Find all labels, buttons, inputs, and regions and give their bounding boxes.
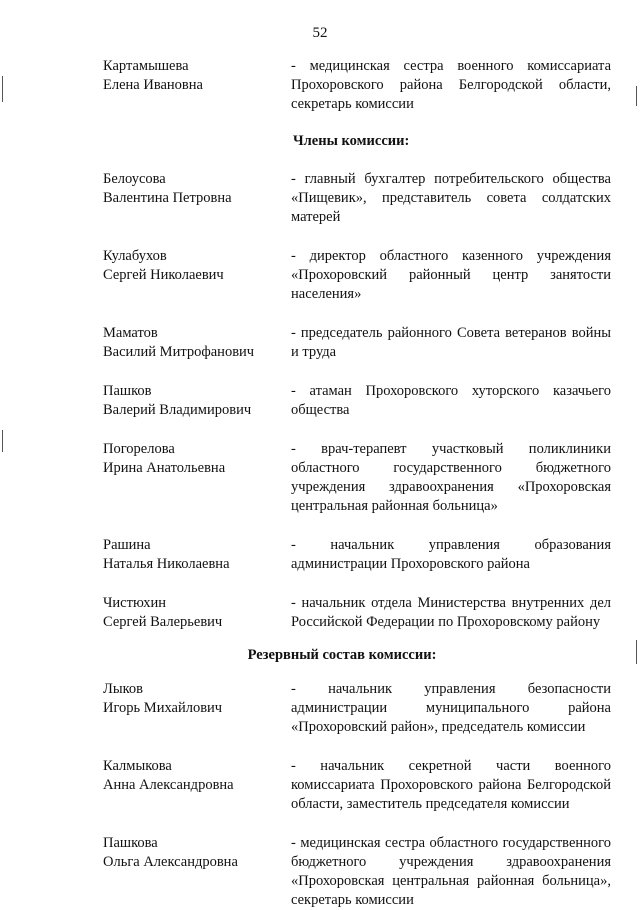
scan-edge-mark — [2, 430, 3, 452]
surname: Белоусова — [103, 171, 166, 187]
person-role: - начальник управления образования администрации Прохоровского района — [291, 537, 611, 572]
surname: Маматов — [103, 325, 158, 341]
surname: Пашкова — [103, 835, 158, 851]
member-entry — [103, 324, 611, 362]
person-role: - директор областного казенного учреждения «Прохоровский районный центр занятости населения» — [291, 248, 611, 302]
given-names: Елена Ивановна — [103, 77, 203, 93]
surname: Пашков — [103, 383, 152, 399]
person-role: - начальник секретной части военного комиссариата Прохоровского района Белгородской области, заместитель председателя комиссии — [291, 758, 611, 812]
reserve-entry — [103, 680, 611, 737]
person-role: - начальник управления безопасности администрации муниципального района «Прохоровский район», председатель комиссии — [291, 681, 611, 735]
member-entry — [103, 440, 611, 516]
given-names: Сергей Николаевич — [103, 267, 224, 283]
surname: Кулабухов — [103, 248, 167, 264]
member-entry — [103, 382, 611, 420]
surname: Калмыкова — [103, 758, 172, 774]
person-name — [103, 594, 291, 632]
scan-edge-mark — [2, 76, 3, 102]
person-name — [103, 834, 291, 910]
person-name — [103, 440, 291, 516]
scan-edge-mark — [636, 86, 637, 106]
given-names: Игорь Михайлович — [103, 700, 223, 716]
person-role: - медицинская сестра областного государственного бюджетного учреждения здравоохранения «Прохоровская центральная районная больница», секретарь комиссии — [291, 835, 611, 908]
person-role: - врач-терапевт участковый поликлиники областного государственного бюджетного учреждения здравоохранения «Прохоровская центральная районная больница» — [291, 441, 611, 514]
members-heading: Члены комиссии: — [293, 133, 410, 149]
given-names: Анна Александровна — [103, 777, 234, 793]
member-entry — [103, 247, 611, 304]
page-number: 52 — [312, 25, 328, 41]
surname: Лыков — [103, 681, 143, 697]
secretary-entry — [103, 57, 611, 114]
reserve-entry — [103, 757, 611, 814]
person-name — [103, 536, 291, 574]
person-name — [103, 324, 291, 362]
person-role: - начальник отдела Министерства внутренних дел Российской Федерации по Прохоровскому району — [291, 595, 611, 630]
person-name — [103, 757, 291, 814]
given-names: Сергей Валерьевич — [103, 614, 223, 630]
given-names: Валентина Петровна — [103, 190, 232, 206]
member-entry — [103, 170, 611, 227]
person-role: - медицинская сестра военного комиссариата Прохоровского района Белгородской области, секретарь комиссии — [291, 58, 611, 112]
commission-list — [103, 57, 611, 910]
surname: Чистюхин — [103, 595, 166, 611]
person-role: - атаман Прохоровского хуторского казачьего общества — [291, 383, 611, 418]
surname: Рашина — [103, 537, 151, 553]
person-name — [103, 57, 291, 114]
given-names: Валерий Владимирович — [103, 402, 252, 418]
member-entry — [103, 536, 611, 574]
given-names: Василий Митрофанович — [103, 344, 255, 360]
reserve-heading: Резервный состав комиссии: — [247, 647, 437, 663]
person-role: - председатель районного Совета ветеранов войны и труда — [291, 325, 611, 360]
member-entry — [103, 594, 611, 632]
given-names: Ирина Анатольевна — [103, 460, 226, 476]
person-name — [103, 247, 291, 304]
person-role: - главный бухгалтер потребительского общества «Пищевик», представитель совета солдатских матерей — [291, 171, 611, 225]
surname: Картамышева — [103, 58, 189, 74]
person-name — [103, 382, 291, 420]
surname: Погорелова — [103, 441, 175, 457]
person-name — [103, 680, 291, 737]
reserve-entry — [103, 834, 611, 910]
given-names: Ольга Александровна — [103, 854, 238, 870]
scan-edge-mark — [636, 640, 637, 664]
person-name — [103, 170, 291, 227]
given-names: Наталья Николаевна — [103, 556, 230, 572]
